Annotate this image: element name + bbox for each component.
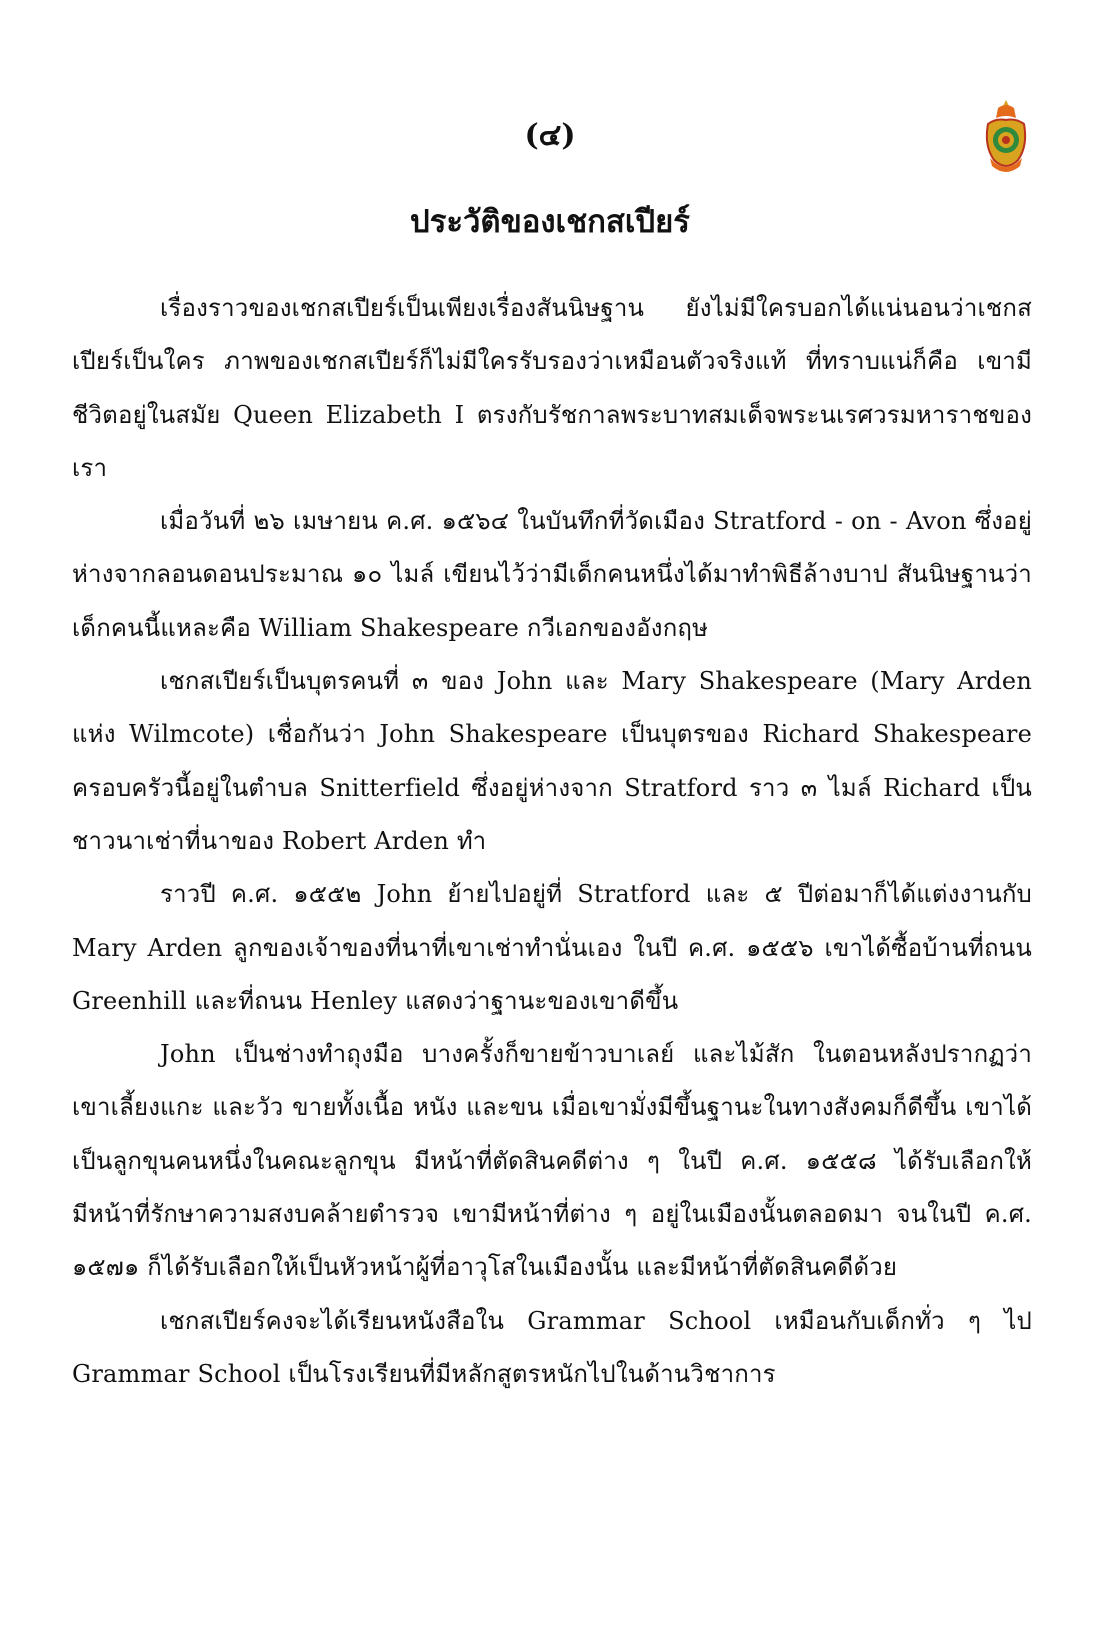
chapter-title: ประวัติของเชกสเปียร์ — [410, 204, 690, 240]
royal-emblem-icon — [980, 98, 1032, 176]
paragraph-4: ราวปี ค.ศ. ๑๕๕๒ John ย้ายไปอยู่ที่ Stratford และ ๕ ปีต่อมาก็ได้แต่งงานกับ Mary Arden ลูกของเจ้าของที่นาที่เขาเช่าทำนั่นเอง ในปี ค.ศ. ๑๕๕๖ เขาได้ซื้อบ้านที่ถนน Greenhill และที่ถนน Henley แสดงว่าฐานะของเขาดีขึ้น — [72, 880, 1032, 1015]
paragraph-5: John เป็นช่างทำถุงมือ บางครั้งก็ขายข้าวบาเลย์ และไม้สัก ในตอนหลังปรากฏว่า เขาเลี้ยงแกะ และวัว ขายทั้งเนื้อ หนัง และขน เมื่อเขามั่งมีขึ้นฐานะในทางสังคมก็ดีขึ้น เขาได้เป็นลูกขุนคนหนึ่งในคณะลูกขุน มีหน้าที่ตัดสินคดีต่าง ๆ ในปี ค.ศ. ๑๕๕๘ ได้รับเลือกให้มีหน้าที่รักษาความสงบคล้ายตำรวจ เขามีหน้าที่ต่าง ๆ อยู่ในเมืองนั้นตลอดมา จนในปี ค.ศ. ๑๕๗๑ ก็ได้รับเลือกให้เป็นหัวหน้าผู้ที่อาวุโสในเมืองนั้น และมีหน้าที่ตัดสินคดีด้วย — [72, 1040, 1032, 1282]
page-number: (๔) — [524, 118, 576, 153]
paragraph-3: เชกสเปียร์เป็นบุตรคนที่ ๓ ของ John และ Mary Shakespeare (Mary Arden แห่ง Wilmcote) เชื่อกันว่า John Shakespeare เป็นบุตรของ Richard Shakespeare ครอบครัวนี้อยู่ในตำบล Snitterfield ซึ่งอยู่ห่างจาก Stratford ราว ๓ ไมล์ Richard เป็นชาวนาเช่าที่นาของ Robert Arden ทำ — [72, 667, 1032, 855]
body-text — [72, 282, 1032, 1401]
paragraph-2: เมื่อวันที่ ๒๖ เมษายน ค.ศ. ๑๕๖๔ ในบันทึกที่วัดเมือง Stratford - on - Avon ซึ่งอยู่ห่างจากลอนดอนประมาณ ๑๐ ไมล์ เขียนไว้ว่ามีเด็กคนหนึ่งได้มาทำพิธีล้างบาป สันนิษฐานว่า เด็กคนนี้แหละคือ William Shakespeare กวีเอกของอังกฤษ — [72, 507, 1032, 642]
paragraph-6: เชกสเปียร์คงจะได้เรียนหนังสือใน Grammar School เหมือนกับเด็กทั่ว ๆ ไป Grammar School เป็นโรงเรียนที่มีหลักสูตรหนักไปในด้านวิชาการ — [72, 1306, 1032, 1388]
paragraph-1: เรื่องราวของเชกสเปียร์เป็นเพียงเรื่องสันนิษฐาน ยังไม่มีใครบอกได้แน่นอนว่าเชกสเปียร์เป็นใคร ภาพของเชกสเปียร์ก็ไม่มีใครรับรองว่าเหมือนตัวจริงแท้ ที่ทราบแน่ก็คือ เขามีชีวิตอยู่ในสมัย Queen Elizabeth I ตรงกับรัชกาลพระบาทสมเด็จพระนเรศวรมหาราชของเรา — [72, 294, 1032, 482]
